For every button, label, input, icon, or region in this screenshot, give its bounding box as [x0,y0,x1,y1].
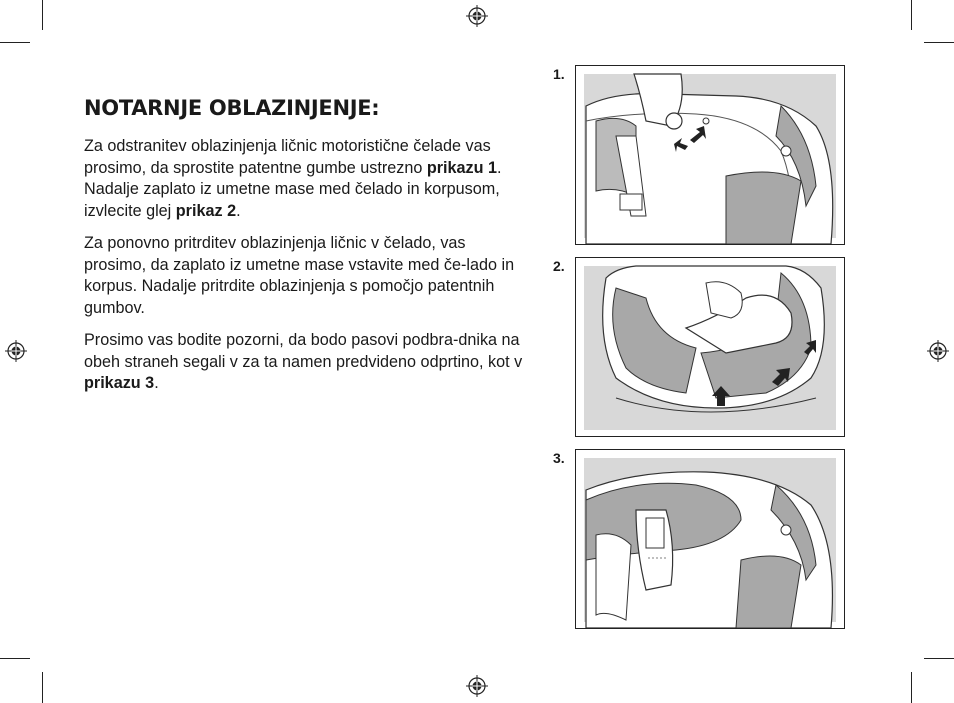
paragraph-3-text-a: Prosimo vas bodite pozorni, da bodo pasovi podbra-dnika na obeh straneh segali v za ta namen predvideno odprtino, kot v [84,331,523,371]
paragraph-1-text-a: Za odstranitev oblazinjenja ličnic motoristične čelade vas prosimo, da sprostite patentne gumbe ustrezno [84,137,491,177]
crop-mark-bottom-left-h [0,658,30,659]
paragraph-1-bold-b: prikaz 2 [175,201,237,220]
crop-mark-bottom-right-h [924,658,954,659]
paragraph-1-text-c: . [236,201,241,220]
crop-mark-top-right-h [924,42,954,43]
paragraph-3-bold-a: prikazu 3 [84,374,155,392]
registration-mark-bottom-icon [465,674,489,698]
crop-mark-top-right-v [911,0,912,30]
registration-mark-top-icon [465,4,489,28]
paragraph-3-text-b: . [154,374,159,392]
figure-1-illustration [575,65,845,245]
figure-3-illustration [575,449,845,629]
paragraph-3 [84,330,532,395]
figure-2-illustration [575,257,845,437]
figure-3-label: 3. [553,450,565,466]
section-heading: NOTARNJE OBLAZINJENJE: [84,96,380,120]
crop-mark-top-left-v [42,0,43,30]
paragraph-1 [84,136,532,222]
registration-mark-right-icon [926,339,950,363]
paragraph-1-bold-a: prikazu 1 [426,158,498,177]
figure-2-label: 2. [553,258,565,274]
paragraph-1-text-b: . Nadalje zaplato iz umetne mase med čelado in korpusom, izvlecite glej [84,158,502,220]
crop-mark-top-left-h [0,42,30,43]
registration-mark-left-icon [4,339,28,363]
paragraph-2: Za ponovno pritrditev oblazinjenja ličnic v čelado, vas prosimo, da zaplato iz umetne mase vstavite med če-lado in korpus. Nadalje pritrdite oblazinjenja s pomočjo patentnih gumbov. [84,234,515,317]
figure-1-label: 1. [553,66,565,82]
crop-mark-bottom-left-v [42,672,43,703]
crop-mark-bottom-right-v [911,672,912,703]
